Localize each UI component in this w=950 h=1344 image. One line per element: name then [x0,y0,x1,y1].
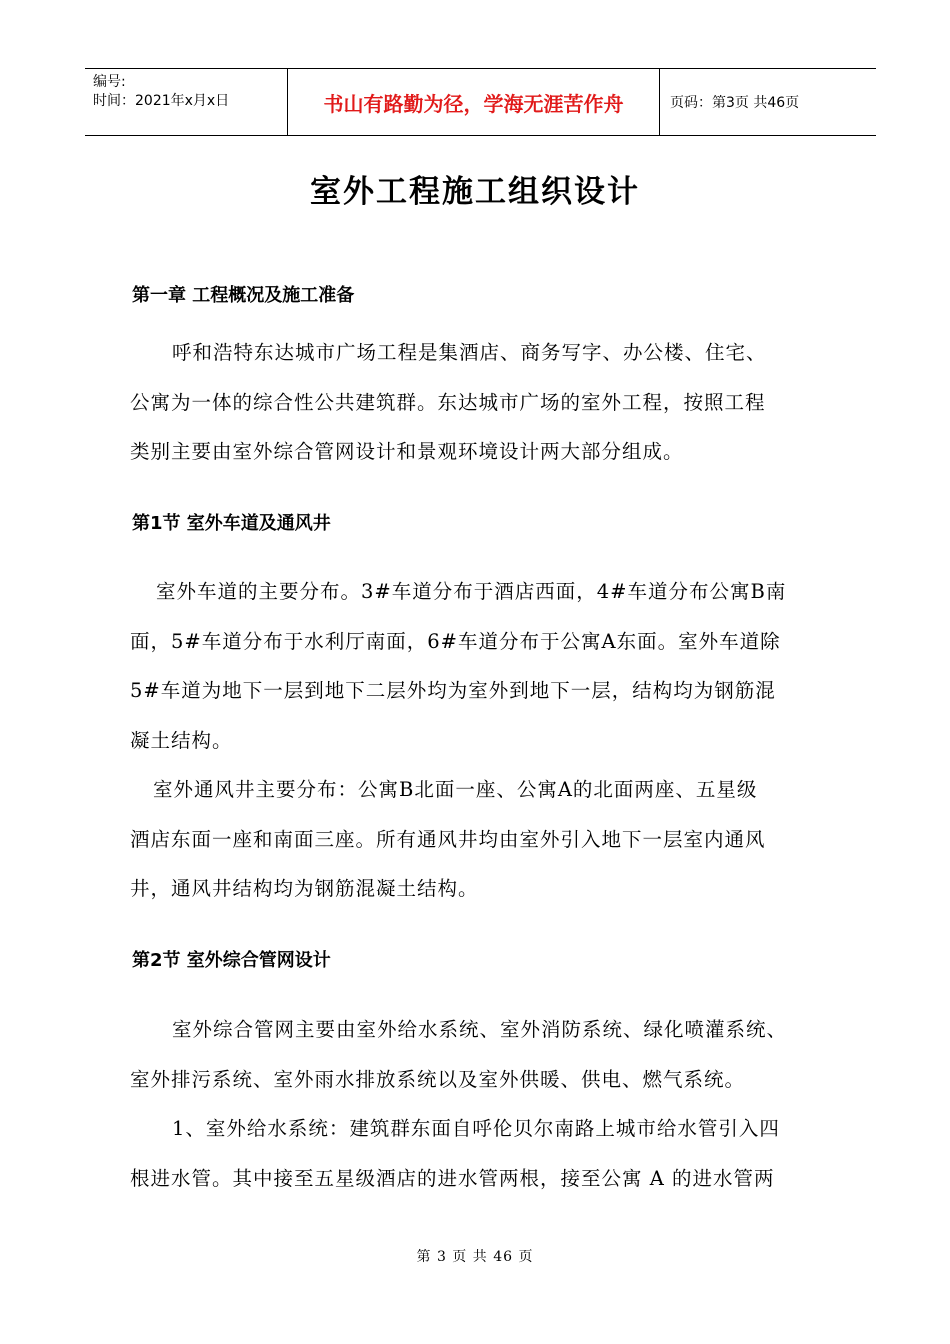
section2-paragraph-1 [130,1005,835,1104]
section2-heading: 第2节 室外综合管网设计 [132,950,331,971]
section2-paragraph-2 [130,1104,835,1203]
paragraph-line: 5#车道为地下一层到地下二层外均为室外到地下一层，结构均为钢筋混 [130,679,776,702]
section1-heading: 第1节 室外车道及通风井 [132,513,331,534]
paragraph-line: 呼和浩特东达城市广场工程是集酒店、商务写字、办公楼、住宅、 [172,341,767,364]
document-title: 室外工程施工组织设计 [310,174,640,210]
page-footer: 第 3 页 共 46 页 [416,1249,534,1265]
section1-paragraph-1 [130,567,835,765]
chapter-heading: 第一章 工程概况及施工准备 [132,285,355,306]
header-page-info: 页码：第3页 共46页 [670,95,800,111]
header-time-label: 时间：2021年x月x日 [93,93,230,109]
paragraph-line: 类别主要由室外综合管网设计和景观环境设计两大部分组成。 [130,440,684,463]
header-motto: 书山有路勤为径，学海无涯苦作舟 [288,69,660,135]
paragraph-line: 井，通风井结构均为钢筋混凝土结构。 [130,877,479,900]
paragraph-line: 面，5#车道分布于水利厅南面，6#车道分布于公寓A东面。室外车道除 [130,629,781,653]
intro-paragraph [130,328,835,477]
paragraph-line: 室外车道的主要分布。3#车道分布于酒店西面，4#车道分布公寓B南 [156,580,787,603]
paragraph-line: 根进水管。其中接至五星级酒店的进水管两根，接至公寓 A 的进水管两 [130,1166,775,1190]
paragraph-line: 公寓为一体的综合性公共建筑群。东达城市广场的室外工程，按照工程 [130,390,766,414]
paragraph-line: 室外综合管网主要由室外给水系统、室外消防系统、绿化喷灌系统、 [172,1018,788,1041]
paragraph-line: 酒店东面一座和南面三座。所有通风井均由室外引入地下一层室内通风 [130,827,766,851]
paragraph-line: 凝土结构。 [130,728,233,752]
paragraph-line: 室外通风井主要分布：公寓B北面一座、公寓A的北面两座、五星级 [153,778,758,801]
header-number-label: 编号: [93,74,126,90]
paragraph-line: 室外排污系统、室外雨水排放系统以及室外供暖、供电、燃气系统。 [130,1067,746,1091]
page-header [85,68,876,136]
header-meta [85,69,288,135]
paragraph-line: 1、室外给水系统：建筑群东面自呼伦贝尔南路上城市给水管引入四 [172,1117,780,1140]
section1-paragraph-2 [130,765,835,914]
